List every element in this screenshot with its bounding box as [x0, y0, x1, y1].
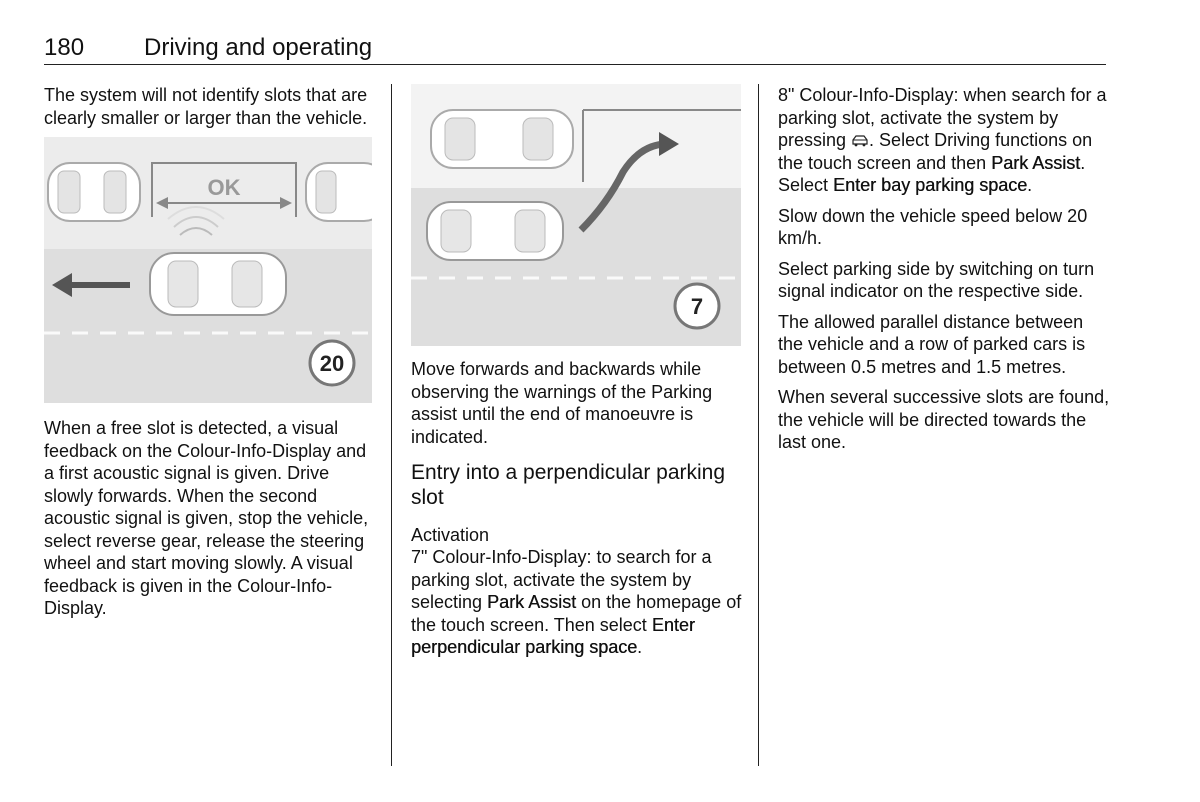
ok-label: OK — [207, 175, 241, 200]
vehicle-icon — [427, 202, 563, 260]
intro-paragraph: The system will not identify slots that are clearly smaller or larger than the vehicle. — [44, 85, 368, 128]
column-3 — [778, 84, 1112, 462]
section-title: Driving and operating — [144, 34, 373, 61]
speed-limit-badge — [310, 341, 354, 385]
activation-paragraph: 7" Colour-Info-Display: to search for a parking slot, activate the system by selecting Park Assist on the homepage of the touch screen. Then select Enter perpendicular parking space. — [411, 547, 742, 657]
column-1 — [44, 84, 374, 628]
perpendicular-parking-illustration — [411, 84, 741, 346]
subsection-heading: Activation — [411, 525, 490, 545]
body-paragraph: When several successive slots are found, the vehicle will be directed towards the last one. — [778, 387, 1110, 452]
page-header — [44, 34, 1106, 65]
svg-text:20: 20 — [319, 351, 345, 376]
menu-term: Enter perpendicular parking space — [411, 614, 695, 657]
instruction-paragraph: 8" Colour-Info-Display: when search for a parking slot, activate the system by pressing . Select Driving functions on the touch screen and then Park Assist. Select Enter bay parking space. — [778, 85, 1107, 195]
body-paragraph: Move forwards and backwards while observing the warnings of the Parking assist until the end of manoeuvre is indicated. — [411, 359, 713, 447]
menu-term: Park Assist — [991, 152, 1081, 173]
column-2 — [411, 84, 745, 667]
column-divider — [758, 84, 759, 766]
menu-term: Enter bay parking space — [833, 175, 1028, 195]
step-badge — [675, 284, 719, 328]
parked-car-icon — [306, 163, 372, 221]
vehicle-icon — [150, 253, 286, 315]
body-paragraph: Select parking side by switching on turn signal indicator on the respective side. — [778, 258, 1095, 301]
svg-text:7: 7 — [690, 294, 704, 319]
body-paragraph: When a free slot is detected, a visual feedback on the Colour-Info-Display and a first acoustic signal is given. Drive slowly forwards. When the second acoustic signal is given, stop the vehicle, select reverse gear, release the steering wheel and start moving slowly. A visual feedback is given in the Colour-Info-Display. — [44, 418, 369, 618]
page-number: 180 — [44, 34, 85, 61]
menu-term: Park Assist — [487, 592, 577, 612]
column-divider — [391, 84, 392, 766]
parallel-parking-illustration — [44, 137, 372, 403]
parked-car-icon — [48, 163, 140, 221]
car-icon — [851, 130, 869, 144]
body-paragraph: The allowed parallel distance between the vehicle and a row of parked cars is between 0.5 metres and 1.5 metres. — [778, 311, 1086, 377]
section-heading: Entry into a perpendicular parking slot — [411, 461, 726, 509]
parked-car-icon — [431, 110, 573, 168]
body-paragraph: Slow down the vehicle speed below 20 km/h. — [778, 205, 1088, 248]
